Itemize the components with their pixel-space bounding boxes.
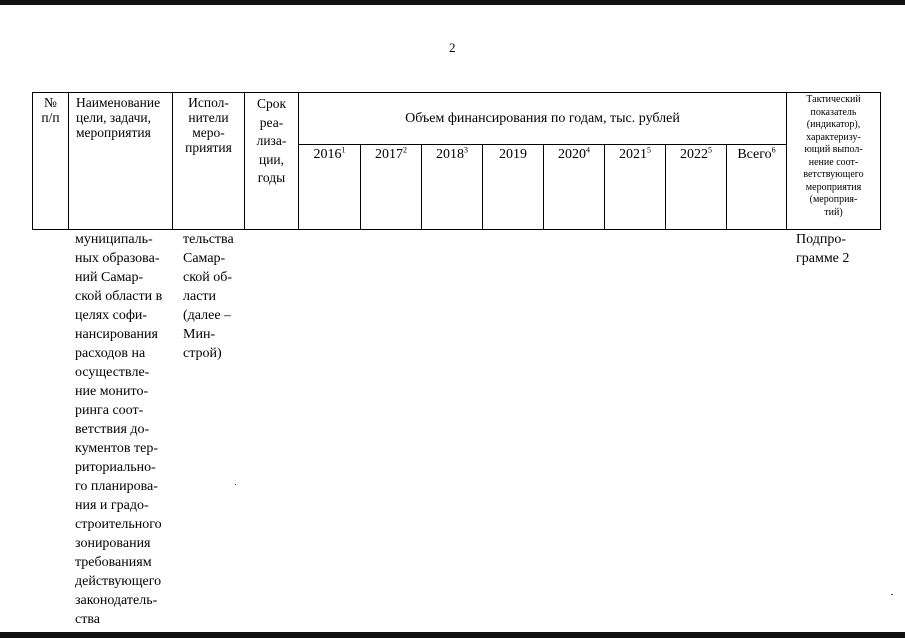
scan-speck: [891, 594, 893, 595]
page-number: 2: [449, 40, 456, 55]
footnote-mark: 1: [341, 145, 346, 155]
header-text: лиза-: [256, 133, 287, 148]
header-number: [33, 95, 68, 125]
bottom-border: [0, 632, 905, 638]
header-text: годы: [257, 170, 286, 185]
year-label: 2016: [313, 147, 342, 162]
header-text: мероприятия: [76, 125, 151, 140]
header-text: реа-: [259, 114, 284, 130]
header-text: Объем финансирования по годам, тыс. рублей: [405, 111, 680, 126]
header-term: [245, 95, 298, 188]
year-label: 2022: [680, 147, 708, 162]
header-text: показатель: [810, 106, 857, 118]
header-text: цели, задачи,: [76, 110, 151, 125]
header-text: (индикатор),: [806, 119, 861, 130]
header-text: тий): [824, 206, 843, 218]
header-indicator: [787, 94, 880, 219]
year-2018: [422, 147, 482, 163]
table-line: [32, 92, 880, 93]
header-executors: [173, 95, 244, 155]
year-label: 2019: [499, 147, 527, 162]
year-2022: [666, 147, 726, 163]
year-2017: [361, 147, 421, 163]
header-text: ющий выпол-: [804, 144, 863, 155]
header-table: [0, 0, 905, 240]
header-text: Тактический: [806, 94, 861, 105]
header-text: приятия: [185, 140, 232, 155]
header-text: мероприятия: [805, 181, 862, 193]
year-2019: [483, 147, 543, 163]
scan-speck: [235, 484, 236, 485]
year-2016: [299, 147, 360, 163]
indicator-text: Подпро- грамме 2: [796, 232, 850, 266]
header-text: (мероприя-: [809, 194, 858, 205]
year-label: 2021: [619, 147, 647, 162]
header-text: Испол-: [188, 95, 229, 110]
footnote-mark: 5: [647, 145, 651, 155]
executors-text: тельства Самар- ской об- ласти (далее – Мин- строй): [183, 232, 234, 361]
header-text: меро-: [192, 125, 225, 140]
measure-name-text: муниципаль- ных образова- ний Самар- ской области в целях софи- нансирования расходов на осуществле- ние монито- ринга соот- ветствия до- кументов тер- риториально- го планирова- ния и градо- строительного зонирования требованиям действующего законодатель- ства: [75, 232, 163, 627]
year-label: Всего: [737, 147, 772, 162]
table-line: [298, 144, 786, 145]
table-line: [68, 92, 69, 230]
header-text: нители: [188, 110, 229, 125]
year-2020: [544, 147, 604, 163]
header-text: ции,: [258, 151, 285, 167]
header-text: п/п: [41, 110, 60, 125]
year-label: 2018: [436, 147, 464, 162]
header-text: Срок: [256, 96, 287, 111]
header-financing: [299, 111, 786, 126]
header-text: ветствующего: [803, 169, 864, 180]
year-label: 2020: [558, 147, 586, 162]
header-text: №: [44, 95, 57, 110]
footnote-mark: 4: [586, 145, 590, 155]
header-text: характеризу-: [806, 131, 861, 143]
footnote-mark: 6: [771, 145, 776, 155]
header-text: нение соот-: [808, 156, 859, 168]
header-name: [76, 95, 172, 140]
header-text: Наименование: [76, 95, 161, 110]
year-label: 2017: [375, 147, 403, 162]
footnote-mark: 2: [403, 145, 407, 155]
table-line: [880, 92, 881, 230]
footnote-mark: 3: [464, 145, 468, 155]
footnote-mark: 5: [708, 145, 712, 155]
year-2021: [605, 147, 665, 163]
year-total: [727, 147, 786, 163]
